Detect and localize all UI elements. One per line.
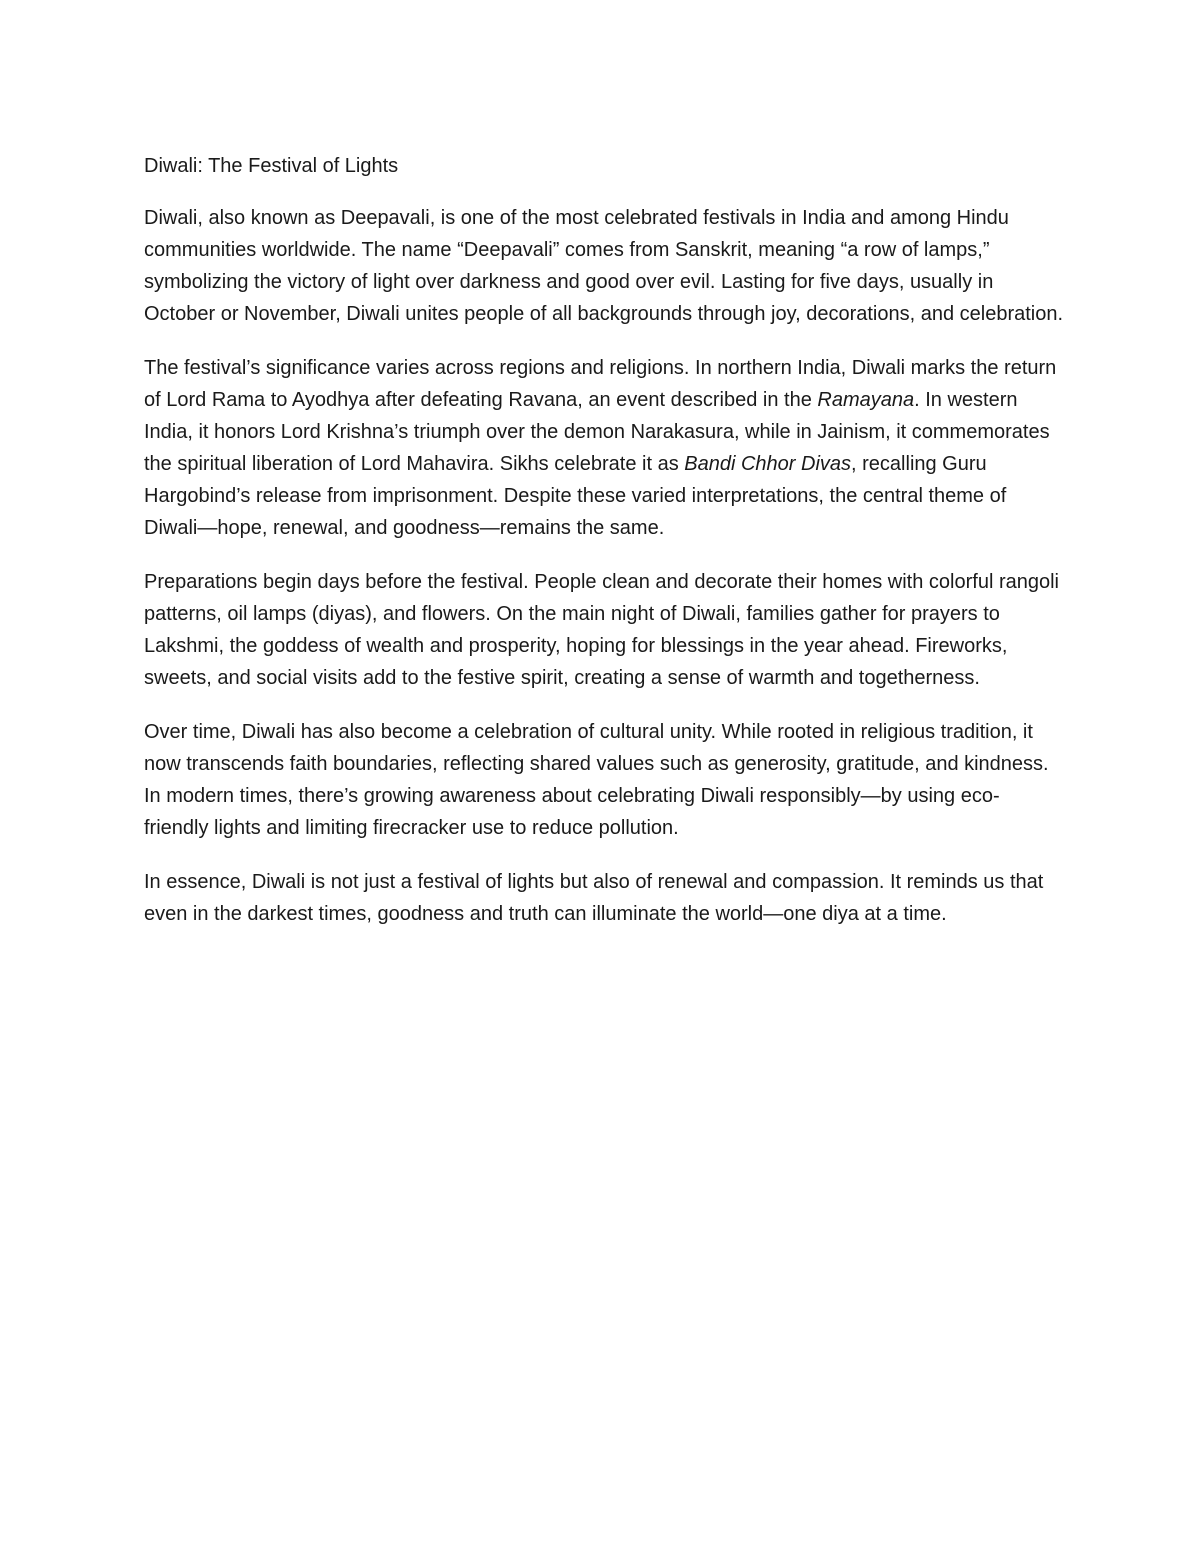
paragraph-5: In essence, Diwali is not just a festival of lights but also of renewal and compassion. It reminds us that even in the darkest times, goodness and truth can illuminate the world—one diya at a time. xyxy=(144,871,1044,925)
document-title: Diwali: The Festival of Lights xyxy=(144,155,399,177)
paragraph-2-part-c: , recalling Guru Hargobind’s release from imprisonment. Despite these varied interpretations, the central theme of Diwali—hope, renewal, and goodness—remains the same. xyxy=(144,453,1007,539)
paragraph-2 xyxy=(144,352,1064,544)
paragraph-3: Preparations begin days before the festival. People clean and decorate their homes with colorful rangoli patterns, oil lamps (diyas), and flowers. On the main night of Diwali, families gather for prayers to Lakshmi, the goddess of wealth and prosperity, hoping for blessings in the year ahead. Fireworks, sweets, and social visits add to the festive spirit, creating a sense of warmth and togetherness. xyxy=(144,571,1059,689)
paragraph-2-part-a: The festival’s significance varies across regions and religions. In northern India, Diwali marks the return of Lord Rama to Ayodhya after defeating Ravana, an event described in the xyxy=(144,357,1057,411)
bandi-chhor-divas-italic: Bandi Chhor Divas xyxy=(684,453,852,475)
paragraph-1: Diwali, also known as Deepavali, is one of the most celebrated festivals in India and among Hindu communities worldwide. The name “Deepavali” comes from Sanskrit, meaning “a row of lamps,” symbolizing the victory of light over darkness and good over evil. Lasting for five days, usually in October or November, Diwali unites people of all backgrounds through joy, decorations, and celebration. xyxy=(144,207,1064,325)
paragraph-4: Over time, Diwali has also become a celebration of cultural unity. While rooted in religious tradition, it now transcends faith boundaries, reflecting shared values such as generosity, gratitude, and kindness. In modern times, there’s growing awareness about celebrating Diwali responsibly—by using eco-friendly lights and limiting firecracker use to reduce pollution. xyxy=(144,721,1049,839)
document-body xyxy=(144,150,1064,952)
paragraph-2-part-b: . In western India, it honors Lord Krishna’s triumph over the demon Narakasura, while in Jainism, it commemorates the spiritual liberation of Lord Mahavira. Sikhs celebrate it as xyxy=(144,389,1050,475)
ramayana-italic: Ramayana xyxy=(817,389,915,411)
